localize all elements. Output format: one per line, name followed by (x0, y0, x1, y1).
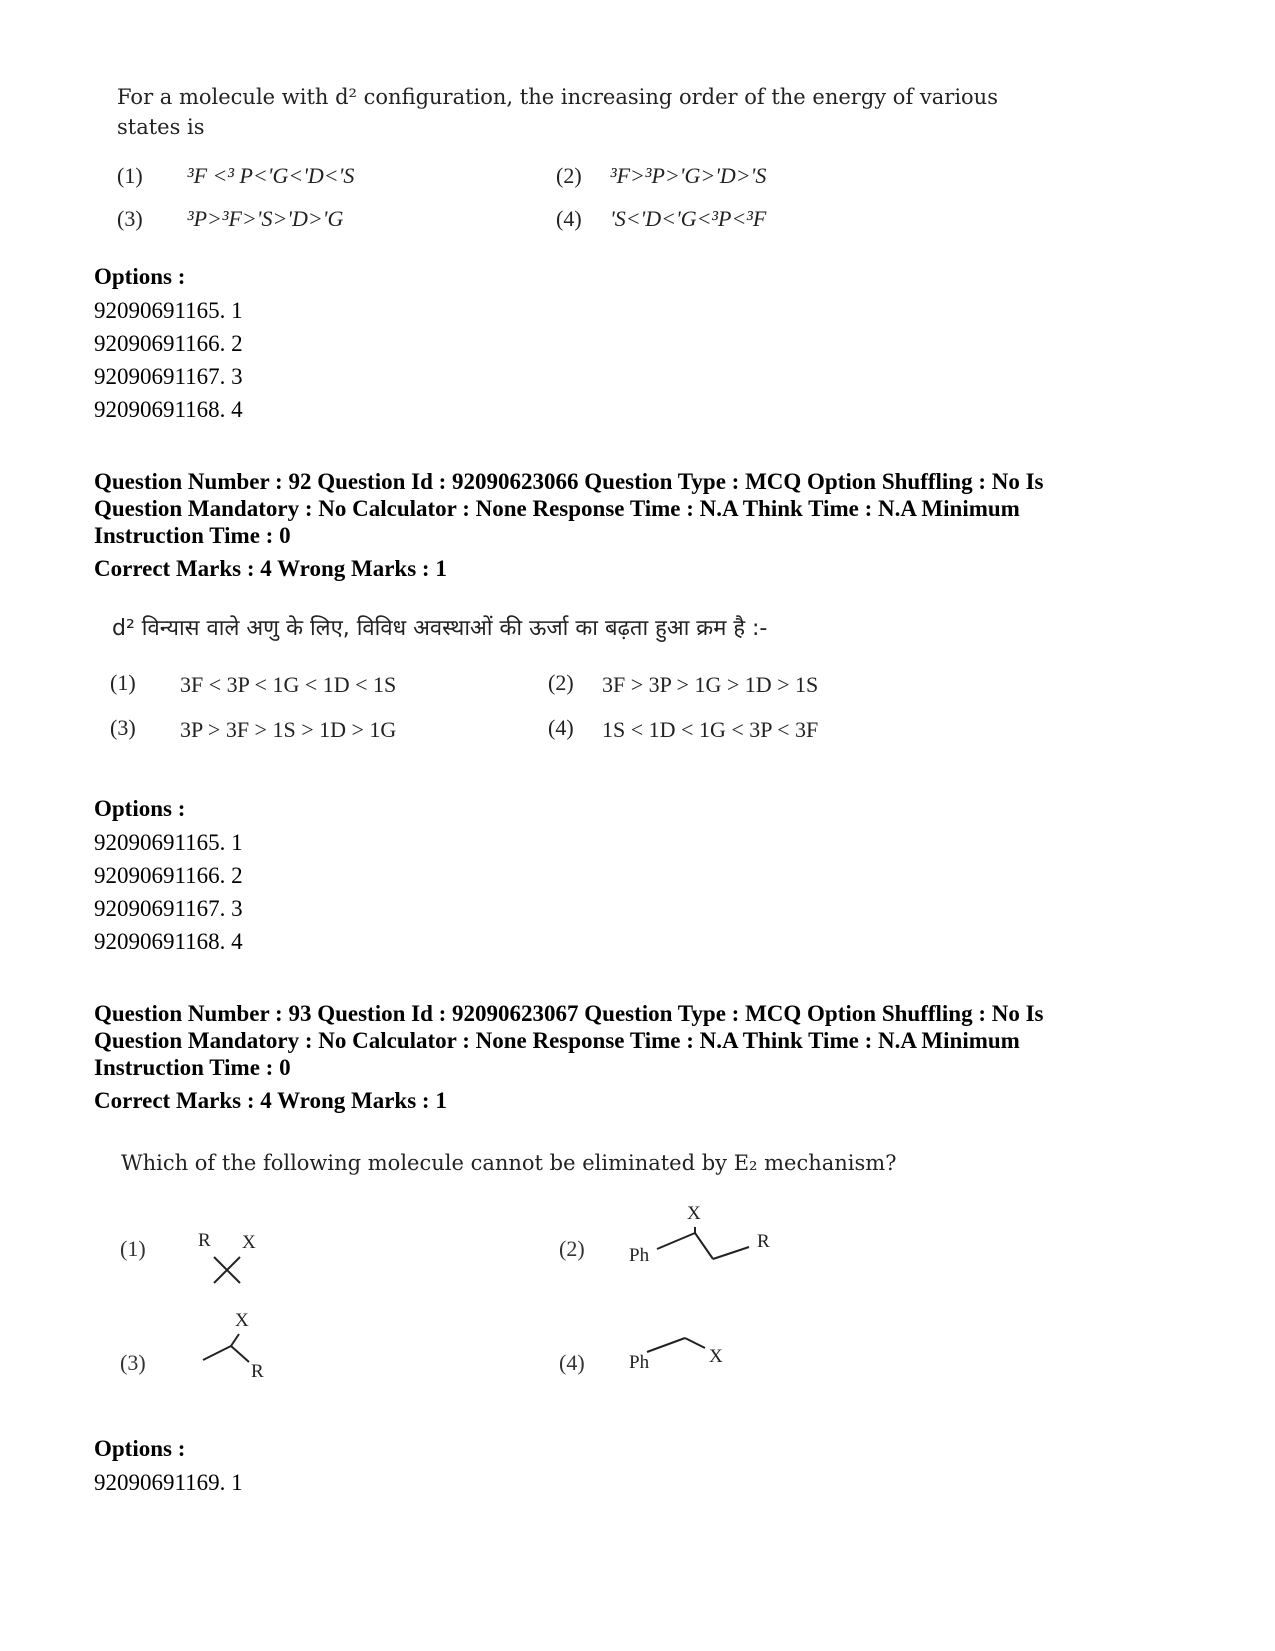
choice-number: (2) (548, 670, 574, 695)
options-label: Options : (94, 1436, 186, 1461)
option-item: 92090691169. 1 (94, 1470, 243, 1495)
option-item: 92090691166. 2 (94, 863, 243, 888)
choice-number: (2) (559, 1236, 585, 1261)
question-stem-line1: For a molecule with d² configuration, the increasing order of the energy of various (117, 85, 998, 109)
option-item: 92090691168. 4 (94, 929, 243, 954)
question-header-line1: Question Number : 93 Question Id : 92090623067 Question Type : MCQ Option Shuffling : No Is (94, 1001, 1044, 1026)
choice-text: 3P > 3F > 1S > 1D > 1G (180, 717, 397, 742)
option-item: 92090691166. 2 (94, 331, 243, 356)
choice-number: (1) (110, 670, 136, 695)
option-item: 92090691168. 4 (94, 397, 243, 422)
atom-label: X (235, 1310, 249, 1331)
atom-label: R (251, 1361, 264, 1382)
question-header-line2: Question Mandatory : No Calculator : None Response Time : N.A Think Time : N.A Minimum (94, 1028, 1020, 1053)
atom-label: X (242, 1232, 256, 1253)
structure-1 (190, 1225, 270, 1285)
choice-text: 1S < 1D < 1G < 3P < 3F (602, 717, 819, 742)
atom-label: R (757, 1231, 770, 1252)
options-label: Options : (94, 264, 186, 289)
choice-number: (3) (117, 206, 143, 231)
structure-3 (195, 1308, 285, 1388)
options-list (94, 1466, 243, 1499)
options-list (94, 826, 243, 958)
choice-number: (1) (117, 163, 143, 188)
atom-label: X (687, 1203, 701, 1224)
choice-text: ³F <³ P<'G<'D<'S (187, 163, 355, 188)
structure-2 (625, 1203, 785, 1273)
choice-number: (4) (548, 715, 574, 740)
choice-number: (3) (110, 715, 136, 740)
structure-4 (625, 1330, 755, 1380)
option-item: 92090691165. 1 (94, 830, 243, 855)
choice-number: (4) (559, 1350, 585, 1375)
question-header-line3: Instruction Time : 0 (94, 523, 291, 548)
option-item: 92090691165. 1 (94, 298, 243, 323)
question-stem-line2: states is (117, 115, 205, 139)
choice-number: (2) (556, 163, 582, 188)
choice-text: 3F > 3P > 1G > 1D > 1S (602, 672, 819, 697)
choice-number: (1) (120, 1236, 146, 1261)
choice-text: 'S<'D<'G<³P<³F (610, 206, 767, 231)
option-item: 92090691167. 3 (94, 896, 243, 921)
question-stem: Which of the following molecule cannot be eliminated by E₂ mechanism? (121, 1151, 897, 1175)
choice-text: 3F < 3P < 1G < 1D < 1S (180, 672, 397, 697)
atom-label: R (198, 1230, 211, 1251)
question-stem-hindi: d² विन्यास वाले अणु के लिए, विविध अवस्थाओं की ऊर्जा का बढ़ता हुआ क्रम है :- (112, 616, 768, 641)
question-header-line1: Question Number : 92 Question Id : 92090623066 Question Type : MCQ Option Shuffling : No Is (94, 469, 1044, 494)
atom-label: Ph (629, 1245, 650, 1266)
choice-number: (3) (120, 1350, 146, 1375)
atom-label: X (709, 1346, 723, 1367)
choice-text: ³P>³F>'S>'D>'G (187, 206, 344, 231)
question-header-line3: Instruction Time : 0 (94, 1055, 291, 1080)
question-header-line2: Question Mandatory : No Calculator : None Response Time : N.A Think Time : N.A Minimum (94, 496, 1020, 521)
choice-number: (4) (556, 206, 582, 231)
options-label: Options : (94, 796, 186, 821)
options-list (94, 294, 243, 426)
option-item: 92090691167. 3 (94, 364, 243, 389)
choice-text: ³F>³P>'G>'D>'S (610, 163, 767, 188)
question-marks: Correct Marks : 4 Wrong Marks : 1 (94, 1088, 447, 1113)
atom-label: Ph (629, 1352, 650, 1373)
question-marks: Correct Marks : 4 Wrong Marks : 1 (94, 556, 447, 581)
